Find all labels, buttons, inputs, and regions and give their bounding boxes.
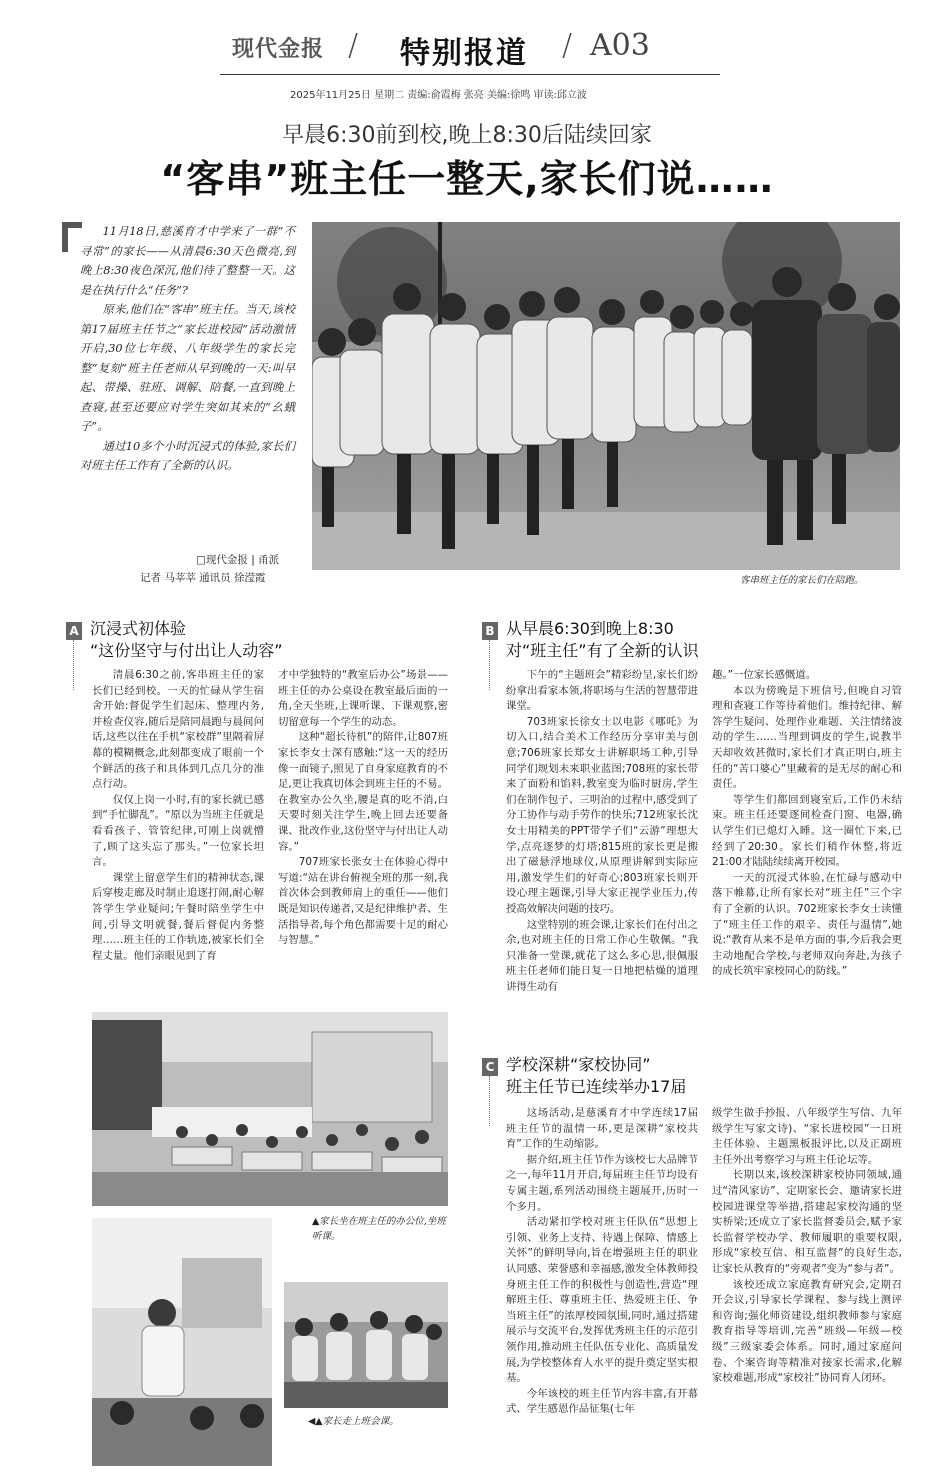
body-paragraph: 703班家长徐女士以电影《哪吒》为切入口,结合美术工作经历分享审美与创意;706班家长郑女士讲解职场工种,引导同学们规划未来职业蓝图;708班的家长带来了面粉和馅料,教室变为临时厨房,学生们在制作包子、三明治的过程中,感受到了分工协作与动手劳作的快乐;712班家长沈女士用精美的PPT带学子们“云游”理想大学,点亮逐梦的灯塔;815班的家长更是搬出了磁悬浮地球仪,从原理讲解到实际应用,激发学生们的好奇心;803班家长则开设心理主题课,引导大家正视学业压力,传授高效解决问题的技巧。 [506, 715, 698, 915]
section-c-column-2 [712, 1106, 902, 1387]
section-b-column-2 [712, 668, 902, 980]
section-c-title-line1: 学校深耕“家校协同” [506, 1055, 651, 1074]
masthead-slash: / [348, 28, 359, 63]
students-running-image [312, 222, 900, 570]
body-paragraph: 本以为傍晚是下班信号,但晚自习管理和查寝工作等待着他们。维持纪律、解答学生疑问、处理作业难题、关注情绪波动的学生……当理到调皮的学生,说教半天却收效甚微时,家长们才真正明白,班主任的“苦口婆心”里藏着的是无尽的耐心和责任。 [712, 684, 902, 791]
body-paragraph: 趣。”一位家长感慨道。 [712, 669, 817, 681]
office-photo-caption: ▲家长坐在班主任的办公位,坐班听课。 [312, 1216, 446, 1242]
masthead [210, 22, 730, 80]
body-paragraph: 仅仅上岗一小时,有的家长就已感到“手忙脚乱”。“原以为当班主任就是看看孩子、管管纪律,可刚上岗就懵了,顾了这头忘了那头。”一位家长坦言。 [92, 793, 265, 869]
section-b-title [506, 618, 699, 662]
body-paragraph: 707班家长张女士在体验心得中写道:“站在讲台俯视全班的那一刻,我首次体会到教师肩上的重任——他们既是知识传递者,又是纪律维护者、生活指导者,每个角色都需要十足的耐心与智慧。” [278, 856, 448, 947]
body-paragraph: 这种“超长待机”的陪伴,让807班家长李女士深有感触:“这一天的经历像一面镜子,照见了自身家庭教育的不足,更让我真切体会到班主任的不易。在教室办公久坐,腰是真的吃不消,白天要时刻关注学生,晚上回去还要备课、批改作业,这份坚守与付出让人动容。” [278, 731, 448, 853]
meeting-photo [284, 1282, 448, 1408]
classroom-photo [92, 1012, 448, 1206]
intro-text [80, 222, 295, 476]
intro-paragraph: 原来,他们在“客串”班主任。当天,该校第17届班主任节之“家长进校园”活动激情开启,30位七年级、八年级学生的家长完整“复刻”班主任老师从早到晚的一天:叫早起、带操、驻班、调解、陪餐,一直到晚上查寝,甚至还要应对学生突如其来的“幺蛾子”。 [80, 303, 295, 433]
paper-name: 现代金报 [232, 37, 325, 62]
body-paragraph: 级学生做手抄报、八年级学生写信、九年级学生写家文诗)、“家长进校园”一日班主任体验、主题黑板报评比,以及正副班主任外出考察学习与班主任论坛等。 [712, 1107, 902, 1166]
page-number: A03 [590, 28, 650, 63]
teacher-office-photo [92, 1218, 272, 1466]
body-paragraph: 清晨6:30之前,客串班主任的家长们已经到校。一天的忙碌从学生宿舍开始:督促学生们起床、整理内务,并检查仪容,随后是陪同晨跑与晨间问话,这些以往在手机“家校群”里隔着屏幕的模糊概念,此刻都变成了眼前一个个鲜活的孩子和具体到几点几分的准点行动。 [92, 669, 264, 791]
body-paragraph: 该校还成立家庭教育研究会,定期召开会议,引导家长学课程、参与线上测评和咨询;强化师资建设,组织教师参与家庭教育指导等培训,完善“班级—年级—校级”三级家委会体系。同时,通过家庭问卷、个案咨询等精准对接家长需求,化解家校难题,形成“家校社”协同育人闭环。 [712, 1278, 902, 1385]
body-paragraph: 课堂上留意学生们的精神状态,课后穿梭走廊及时制止追逐打闹,耐心解答学生学业疑问;午餐时陪坐学生中间,引导文明就餐,餐后督促内务整理……班主任的工作轨迹,被家长们全程丈量。他们亲眼见到了育 [92, 871, 264, 962]
intro-paragraph: 11月18日,慈溪育才中学来了一群“不寻常”的家长——从清晨6:30天色微亮,到晚上8:30夜色深沉,他们待了整整一天。这是在执行什么“任务”? [80, 225, 295, 297]
section-a-title-line1: 沉浸式初体验 [90, 619, 187, 638]
section-a-title-line2: “这份坚守与付出让人动容” [90, 641, 283, 660]
meeting-photo-caption: ◀▲家长走上班会课。 [308, 1416, 399, 1427]
body-paragraph: 长期以来,该校深耕家校协同领域,通过“清风家访”、定期家长会、邀请家长进校园进课堂等举措,搭建起家校沟通的坚实桥梁;还成立了家长监督委员会,赋予家长监督学校办学、教师履职的重要权限,形成“家校互信、相互监督”的良好生态,让家长从教育的“旁观者”变为“参与者”。 [712, 1169, 902, 1275]
parent-teaching-image [92, 1218, 272, 1466]
section-c-badge: C [482, 1058, 498, 1076]
body-paragraph: 才中学独特的“教室后办公”场景——班主任的办公桌设在教室最后面的一角,全天坐班,上课听课、下课观察,密切留意每一个学生的动态。 [278, 669, 448, 728]
masthead-rule [220, 74, 720, 75]
section-b-title-line1: 从早晨6:30到晚上8:30 [506, 619, 674, 638]
subheadline: 早晨6:30前到校,晚上8:30后陆续回家 [282, 123, 652, 148]
class-meeting-image [284, 1282, 448, 1408]
main-photo-running [312, 222, 900, 570]
section-a-column-2 [278, 668, 448, 949]
classroom-image [92, 1012, 448, 1206]
body-paragraph: 等学生们都回到寝室后,工作仍未结束。班主任还要逐间检查门窗、电器,确认学生们已熄灯入睡。这一圈忙下来,已经到了20:30。家长们稍作休整,将近21:00才陆陆续续离开校园。 [712, 793, 902, 869]
main-photo-caption: 客串班主任的家长们在陪跑。 [740, 575, 864, 586]
intro-paragraph: 通过10多个小时沉浸式的体验,家长们对班主任工作有了全新的认识。 [80, 439, 295, 472]
corner-bracket-icon [62, 222, 82, 252]
body-paragraph: 这堂特别的班会课,让家长们在付出之余,也对班主任的日常工作心生敬佩。“我只准备一堂课,就花了这么多心思,很佩服班主任老师们能日复一日地把枯燥的道理讲得生动有 [506, 918, 698, 993]
section-c-title-line2: 班主任节已连续举办17届 [506, 1077, 687, 1096]
section-b-column-1 [506, 668, 698, 995]
headline: “客串”班主任一整天,家长们说…… [160, 157, 774, 201]
body-paragraph: 下午的“主题班会”精彩纷呈,家长们纷纷拿出看家本领,将职场与生活的智慧带进课堂。 [506, 669, 698, 713]
section-c-title [506, 1054, 686, 1098]
body-paragraph: 这场活动,是慈溪育才中学连续17届班主任节的温情一环,更是深耕“家校共育”工作的生动缩影。 [506, 1107, 698, 1151]
section-a-column-1 [92, 668, 264, 964]
section-c-column-1 [506, 1106, 698, 1418]
body-paragraph: 活动紧扣学校对班主任队伍“思想上引领、业务上支持、待遇上保障、情感上关怀”的鲜明导向,旨在增强班主任的职业认同感、荣誉感和幸福感,激发全体教师投身班主任工作的积极性与创造性,营造“理解班主任、尊重班主任、热爱班主任、争当班主任”的浓厚校园氛围,同时,通过搭建展示与交流平台,发挥优秀班主任的示范引领作用,推动班主任队伍专业化、高质量发展,为学校整体育人水平的提升奠定坚实根基。 [506, 1216, 698, 1385]
dateline: 2025年11月25日 星期二 责编:俞霞梅 张亮 美编:徐鸣 审读:邱立波 [290, 90, 587, 101]
section-a-badge: A [66, 622, 82, 640]
byline-source: □现代金报 | 甬派 [196, 554, 280, 566]
masthead-slash: / [562, 28, 573, 63]
section-name: 特别报道 [400, 36, 528, 71]
body-paragraph: 据介绍,班主任节作为该校七大品牌节之一,每年11月开启,每届班主任节均设有专属主题,系列活动围绕主题展开,历时一个多月。 [506, 1153, 698, 1213]
section-b-badge: B [482, 622, 498, 640]
body-paragraph: 今年该校的班主任节内容丰富,有开幕式、学生感恩作品征集(七年 [506, 1387, 698, 1416]
section-b-title-line2: 对“班主任”有了全新的认识 [506, 641, 699, 660]
section-a-title [90, 618, 283, 662]
body-paragraph: 一天的沉浸式体验,在忙碌与感动中落下帷幕,让所有家长对“班主任”三个字有了全新的认识。702班家长李女士读懂了“班主任工作的艰辛、责任与温情”,她说:“教育从来不是单方面的事,今后我会更主动地配合学校,与老师双向奔赴,为孩子的成长筑牢家校同心的防线。” [712, 871, 902, 978]
byline-reporters: 记者 马莘莘 通讯员 徐滢霞 [140, 572, 266, 584]
